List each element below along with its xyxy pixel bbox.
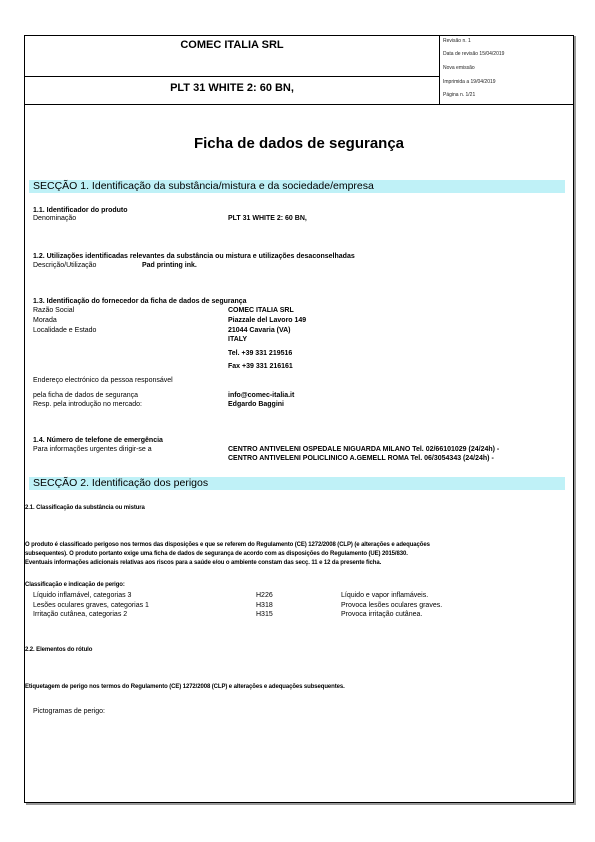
localidade-value: 21044 Cavaria (VA)	[228, 327, 291, 334]
labelling-text: Etiquetagem de perigo nos termos do Regulamento (CE) 1272/2008 (CLP) e alterações e adequações subsequentes.	[25, 684, 345, 690]
product-name: PLT 31 WHITE 2: 60 BN,	[170, 82, 294, 94]
header-company-cell	[24, 35, 440, 77]
hazard-code: H226	[256, 592, 273, 599]
document-title: Ficha de dados de segurança	[193, 135, 405, 152]
hazard-description: Líquido e vapor inflamáveis.	[341, 592, 429, 599]
s13-heading: 1.3. Identificação do fornecedor da ficha de dados de segurança	[33, 298, 247, 305]
s22-heading: 2.2. Elementos do rótulo	[25, 647, 93, 653]
header-product-cell	[24, 76, 440, 105]
page-shadow-bottom	[26, 803, 576, 805]
hazard-code: H318	[256, 602, 273, 609]
printed-date: Imprimida a 19/04/2019	[443, 79, 496, 85]
denominacao-label: Denominação	[33, 215, 77, 222]
hazard-class: Irritação cutânea, categorias 2	[33, 611, 128, 618]
urgent-line1: CENTRO ANTIVELENI OSPEDALE NIGUARDA MILANO Tel. 02/66101029 (24/24h) -	[228, 446, 500, 453]
page-number: Página n. 1/21	[443, 92, 476, 98]
pictogram-label: Pictogramas de perigo:	[33, 708, 105, 715]
s21-para-line3: Eventuais informações adicionais relativas aos riscos para a saúde e/ou o ambiente constam das secç. 11 e 12 da presente ficha.	[25, 560, 382, 566]
uso-value: Pad printing ink.	[142, 262, 197, 269]
morada-label: Morada	[33, 317, 57, 324]
pais-value: ITALY	[228, 336, 248, 343]
tel-value: Tel. +39 331 219516	[228, 350, 293, 357]
email-label: Endereço electrónico da pessoa responsável	[33, 377, 173, 384]
hazard-code: H315	[256, 611, 273, 618]
urgent-label: Para informações urgentes dirigir-se a	[33, 446, 152, 453]
razao-label: Razão Social	[33, 307, 75, 314]
hazard-class: Líquido inflamável, categorias 3	[33, 592, 132, 599]
s21-para-line2: subsequentes). O produto portanto exige uma ficha de dados de segurança de acordo com as disposições do Regulamento (UE) 2015/830.	[25, 551, 408, 557]
uso-label: Descrição/Utilização	[33, 262, 97, 269]
morada-value: Piazzale del Lavoro 149	[228, 317, 307, 324]
hazard-class: Lesões oculares graves, categorias 1	[33, 602, 149, 609]
denominacao-value: PLT 31 WHITE 2: 60 BN,	[228, 215, 307, 222]
s14-heading: 1.4. Número de telefone de emergência	[33, 437, 163, 444]
localidade-label: Localidade e Estado	[33, 327, 97, 334]
company-name: COMEC ITALIA SRL	[180, 39, 284, 51]
page-shadow-right	[574, 36, 576, 805]
s12-heading: 1.2. Utilizações identificadas relevantes da substância ou mistura e utilizações desaconselhadas	[33, 253, 355, 260]
hazard-description: Provoca lesões oculares graves.	[341, 602, 443, 609]
fax-value: Fax +39 331 216161	[228, 363, 293, 370]
resp-value: Edgardo Baggini	[228, 401, 284, 408]
s21-para-line1: O produto é classificado perigoso nos termos das disposições e que se referem do Regulamento (CE) 1272/2008 (CLP) (e alterações e adequações	[25, 542, 430, 548]
revision-number: Revisão n. 1	[443, 38, 471, 44]
razao-value: COMEC ITALIA SRL	[228, 307, 294, 314]
section1-title: SECÇÃO 1. Identificação da substância/mistura e da sociedade/empresa	[33, 180, 374, 192]
revision-date: Data de revisão 15/04/2019	[443, 51, 505, 57]
ficha-email[interactable]: info@comec-italia.it	[228, 392, 295, 399]
hazard-description: Provoca irritação cutânea.	[341, 611, 423, 618]
urgent-line2: CENTRO ANTIVELENI POLICLINICO A.GEMELL ROMA Tel. 06/3054343 (24/24h) -	[228, 455, 494, 462]
s11-heading: 1.1. Identificador do produto	[33, 207, 128, 214]
new-emission: Nova emissão	[443, 65, 475, 71]
section2-title: SECÇÃO 2. Identificação dos perigos	[33, 477, 209, 489]
resp-label: Resp. pela introdução no mercado:	[33, 401, 142, 408]
classification-heading: Classificação e indicação de perigo:	[25, 582, 125, 588]
ficha-label: pela ficha de dados de segurança	[33, 392, 139, 399]
s21-heading: 2.1. Classificação da substância ou mistura	[25, 505, 145, 511]
